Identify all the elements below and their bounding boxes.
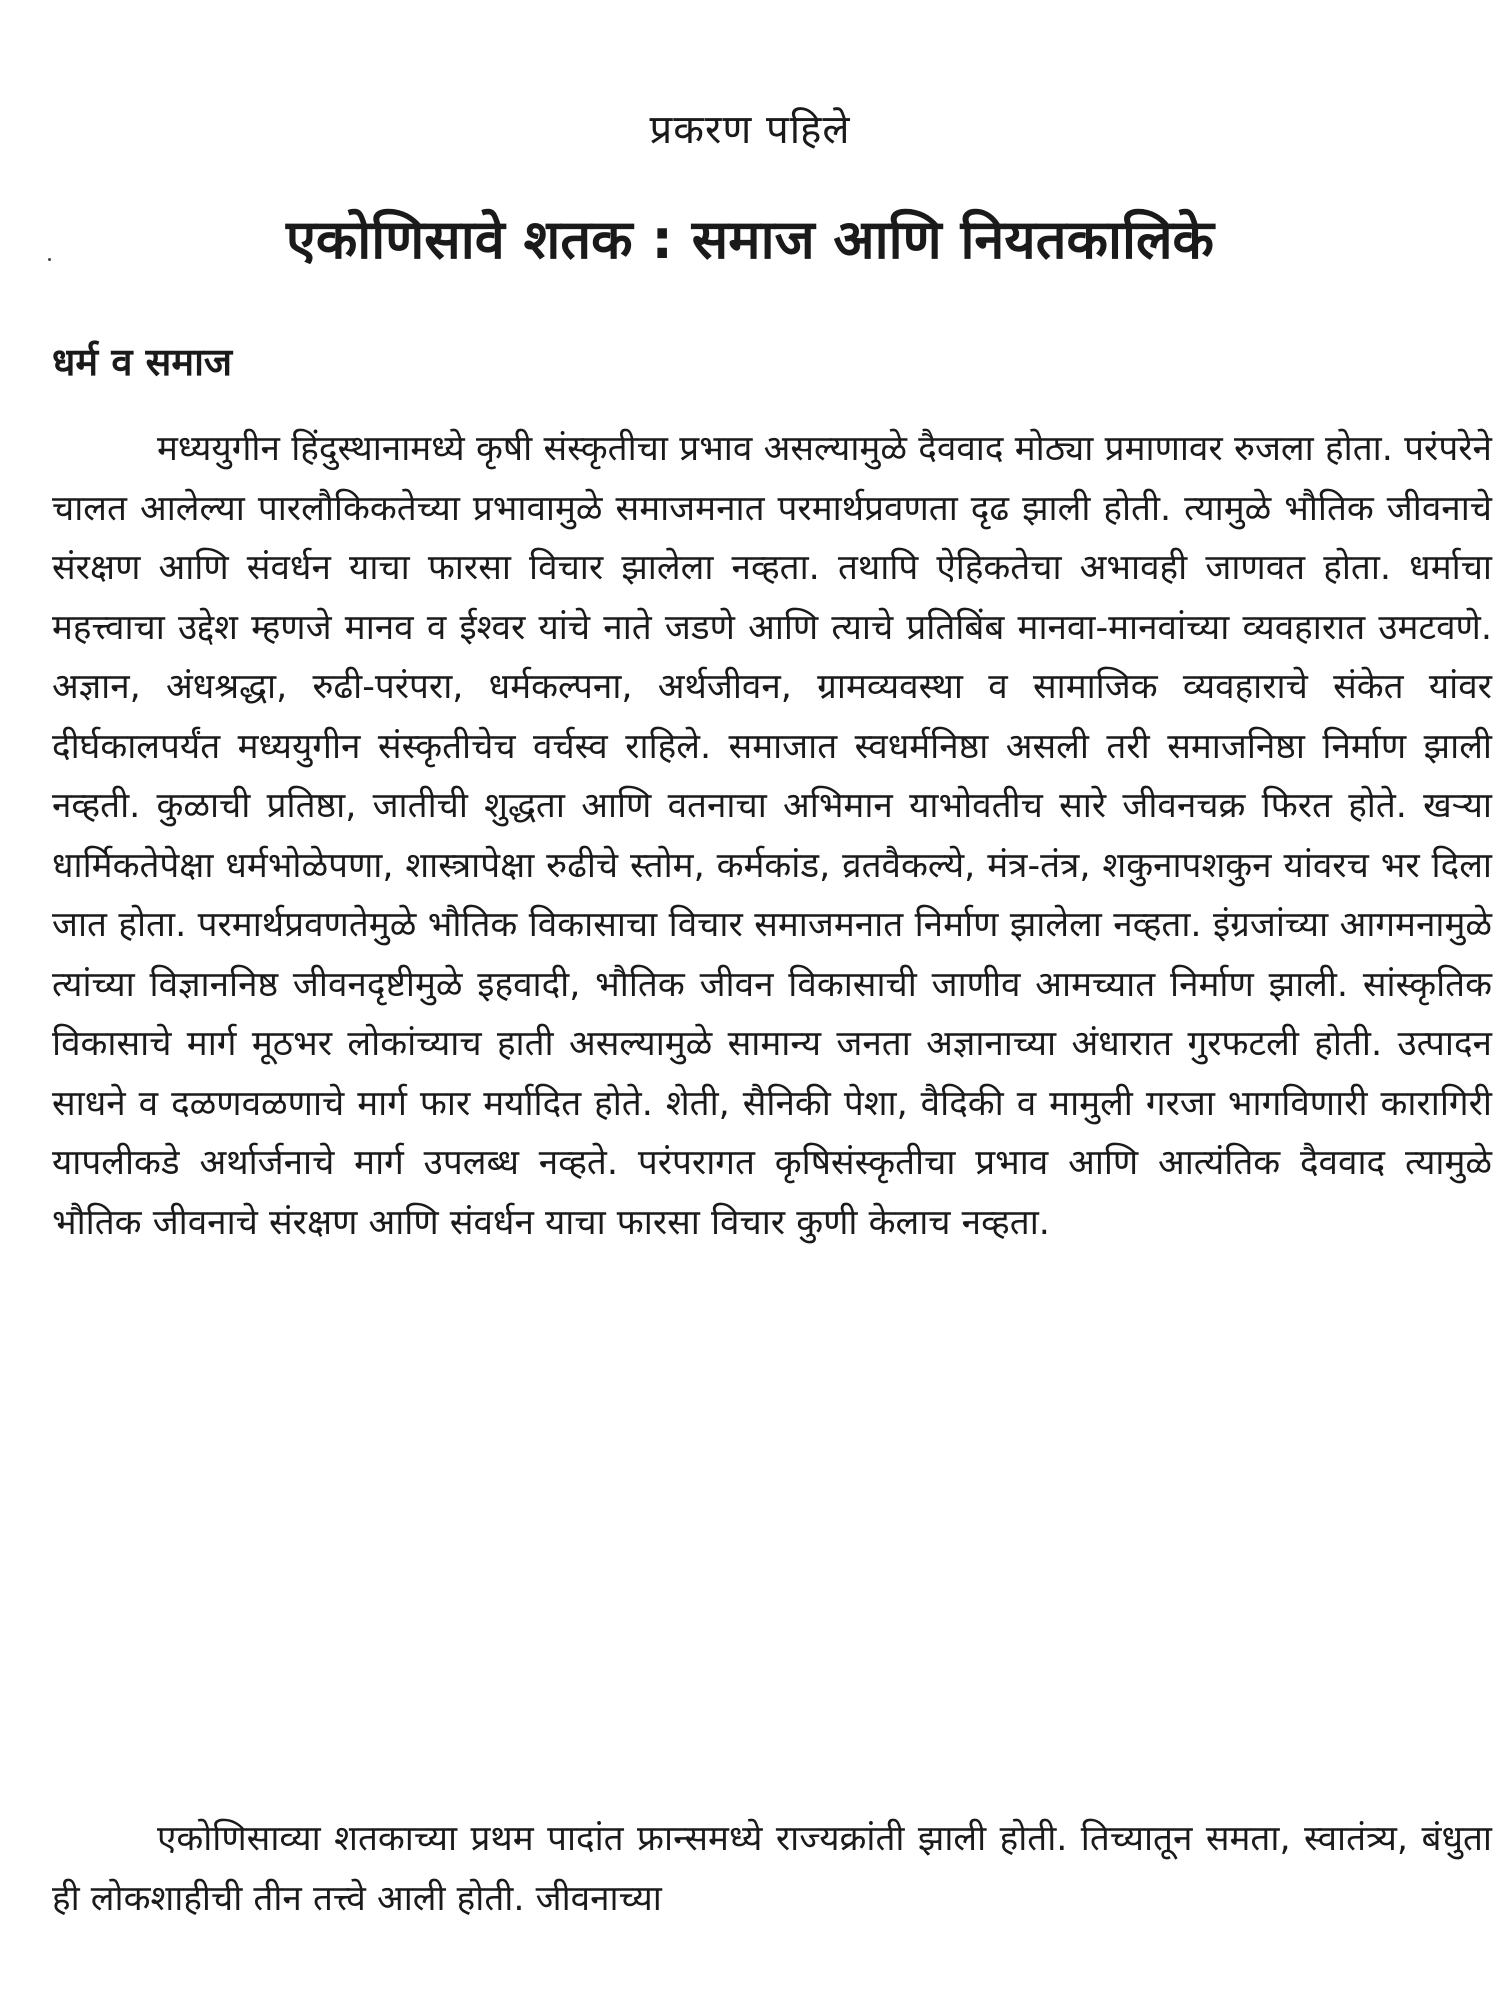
body-paragraph: मध्ययुगीन हिंदुस्थानामध्ये कृषी संस्कृतीचा प्रभाव असल्यामुळे दैववाद मोठ्या प्रमाणावर रुजला होता. परंपरेने चालत आलेल्या पारलौकिकतेच्या प्रभावामुळे समाजमनात परमार्थप्रवणता दृढ झाली होती. त्यामुळे भौतिक जीवनाचे संरक्षण आणि संवर्धन याचा फारसा विचार झालेला नव्हता. तथापि ऐहिकतेचा अभावही जाणवत होता. धर्माचा महत्त्वाचा उद्देश म्हणजे मानव व ईश्वर यांचे नाते जडणे आणि त्याचे प्रतिबिंब मानवा-मानवांच्या व्यवहारात उमटवणे. अज्ञान, अंधश्रद्धा, रुढी-परंपरा, धर्मकल्पना, अर्थजीवन, ग्रामव्यवस्था व सामाजिक व्यवहाराचे संकेत यांवर दीर्घकालपर्यंत मध्ययुगीन संस्कृतीचेच वर्चस्व राहिले. समाजात स्वधर्मनिष्ठा असली तरी समाजनिष्ठा निर्माण झाली नव्हती. कुळाची प्रतिष्ठा, जातीची शुद्धता आणि वतनाचा अभिमान याभोवतीच सारे जीवनचक्र फिरत होते. खऱ्या धार्मिकतेपेक्षा धर्मभोळेपणा, शास्त्रापेक्षा रुढीचे स्तोम, कर्मकांड, व्रतवैकल्ये, मंत्र-तंत्र, शकुनापशकुन यांवरच भर दिला जात होता. परमार्थप्रवणतेमुळे भौतिक विकासाचा विचार समाजमनात निर्माण झालेला नव्हता. इंग्रजांच्या आगमनामुळे त्यांच्या विज्ञाननिष्ठ जीवनदृष्टीमुळे इहवादी, भौतिक जीवन विकासाची जाणीव आमच्यात निर्माण झाली. सांस्कृतिक विकासाचे मार्ग मूठभर लोकांच्याच हाती असल्यामुळे सामान्य जनता अज्ञानाच्या अंधारात गुरफटली होती. उत्पादन साधने व दळणवळणाचे मार्ग फार मर्यादित होते. शेती, सैनिकी पेशा, वैदिकी व मामुली गरजा भागविणारी कारागिरी यापलीकडे अर्थार्जनाचे मार्ग उपलब्ध नव्हते. परंपरागत कृषिसंस्कृतीचा प्रभाव आणि आत्यंतिक दैववाद त्यामुळे भौतिक जीवनाचे संरक्षण आणि संवर्धन याचा फारसा विचार कुणी केलाच नव्हता. [52,429,1493,1243]
chapter-label: प्रकरण पहिले [649,107,851,153]
chapter-title: एकोणिसावे शतक : समाज आणि नियतकालिके [285,208,1215,271]
body-paragraph: एकोणिसाव्या शतकाच्या प्रथम पादांत फ्रान्समध्ये राज्यक्रांती झाली होती. तिच्यातून समता, स्वातंत्र्य, बंधुता ही लोकशाहीची तीन तत्त्वे आली होती. जीवनाच्या [52,1819,1492,1919]
section-heading: धर्म व समाज [52,340,233,384]
